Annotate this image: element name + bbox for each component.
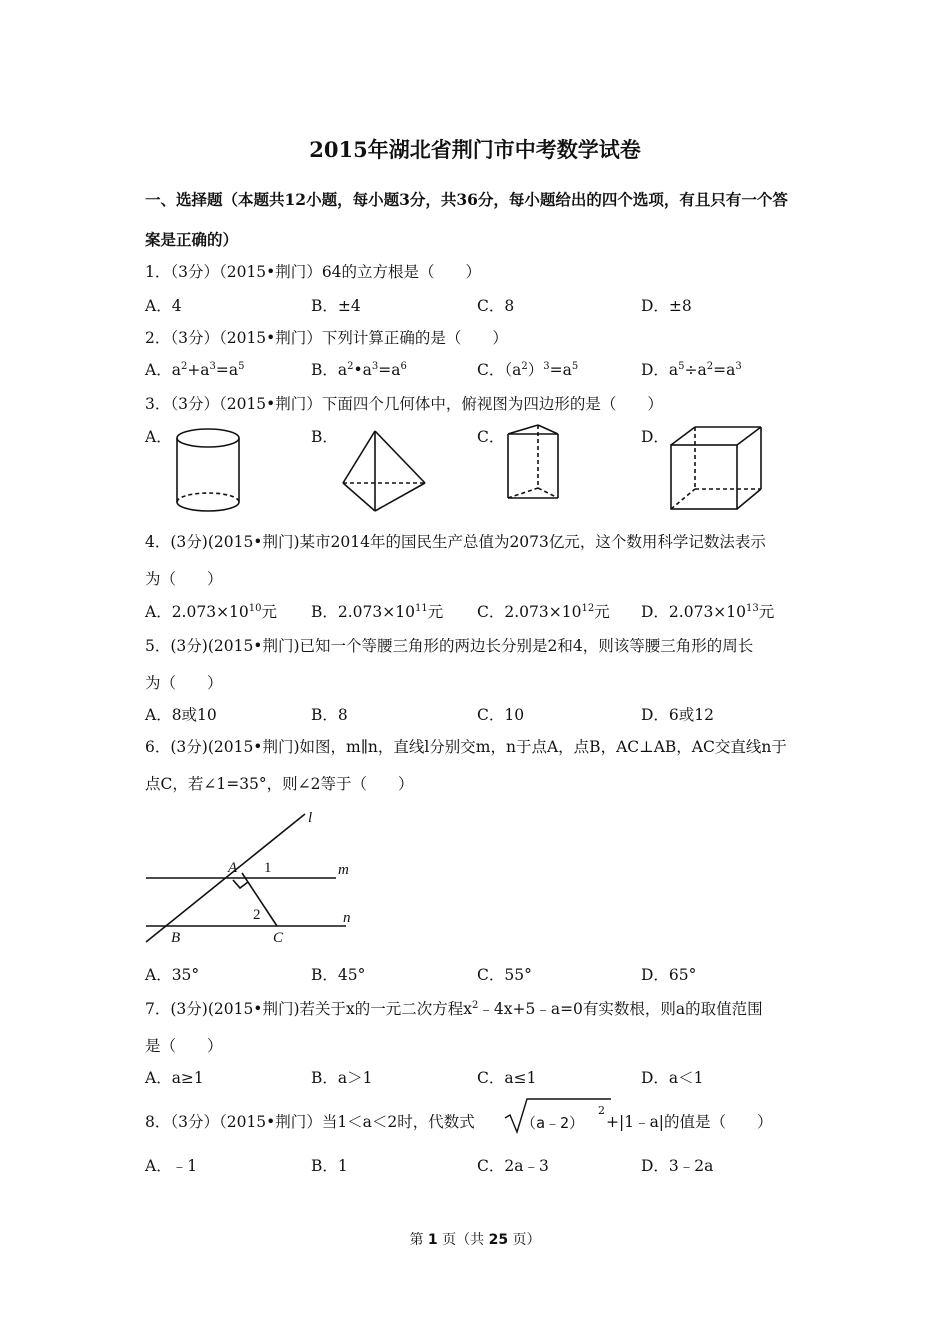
right-angle-mark — [233, 880, 248, 888]
radicand: （a﹣2） — [521, 1114, 585, 1132]
section-heading: 一、选择题（本题共12小题，每小题3分，共36分，每小题给出的四个选项，有且只有一个答 — [145, 190, 788, 209]
q3-option-c: C． — [477, 428, 505, 446]
label-n: n — [343, 910, 351, 926]
question-7: 7．(3分)(2015•荆门)若关于x的一元二次方程$x^2﹣4x+5﹣a=0$有实数根，则a的取值范围 — [145, 1000, 763, 1018]
q7-option-b: B．a＞1 — [311, 1069, 373, 1087]
section-heading-cont: 案是正确的） — [145, 230, 239, 249]
parallel-lines-figure — [140, 808, 370, 948]
question-8-cont: +|1﹣a|的值是（ ） — [606, 1113, 773, 1131]
q5-option-b: B．8 — [311, 706, 348, 724]
q7-option-c: C．a≤1 — [477, 1069, 537, 1087]
cube-figure — [665, 423, 770, 515]
question-3: 3．（3分）（2015•荆门）下面四个几何体中，俯视图为四边形的是（ ） — [145, 395, 663, 413]
q1-option-b: B．±4 — [311, 297, 361, 315]
radicand-exponent: 2 — [598, 1104, 605, 1117]
q3-option-b: B． — [311, 428, 338, 446]
page-title: 2015年湖北省荆门市中考数学试卷 — [309, 137, 641, 162]
pyramid-figure — [335, 425, 435, 520]
page-total: 25 — [488, 1232, 509, 1248]
q5-option-d: D．6或12 — [641, 706, 715, 724]
q3-option-a: A． — [145, 428, 172, 446]
q1-option-d: D．±8 — [641, 297, 692, 315]
question-4-cont: 为（ ） — [145, 570, 223, 588]
q8-option-d: D．3﹣2a — [641, 1157, 714, 1175]
label-a: A — [228, 860, 238, 876]
q2-option-a: A．$a^2+a^3=a^5$ — [145, 361, 245, 379]
label-b: B — [171, 930, 181, 946]
q6-option-a: A．35° — [145, 966, 200, 984]
q6-option-d: D．65° — [641, 966, 697, 984]
q4-option-d: D．$2.073\times 10^{13}$元 — [641, 603, 775, 621]
question-7-cont: 是（ ） — [145, 1037, 223, 1055]
q3-option-d: D． — [641, 428, 669, 446]
q8-option-b: B．1 — [311, 1157, 348, 1175]
question-6-cont: 点C，若∠1=35°，则∠2等于（ ） — [145, 775, 414, 793]
question-5-cont: 为（ ） — [145, 674, 223, 692]
cylinder-figure — [170, 425, 250, 517]
q4-option-c: C．$2.073\times 10^{12}$元 — [477, 603, 610, 621]
question-1: 1．（3分）（2015•荆门）64的立方根是（ ） — [145, 263, 482, 281]
angle-1-label: 1 — [264, 860, 272, 876]
q1-option-c: C．8 — [477, 297, 515, 315]
q2-option-d: D．$a^5\div a^2=a^3$ — [641, 361, 742, 379]
question-5: 5．(3分)(2015•荆门)已知一个等腰三角形的两边长分别是2和4，则该等腰三角形的周长 — [145, 637, 754, 655]
prism-figure — [500, 422, 570, 507]
page-number: 1 — [427, 1232, 438, 1248]
q7-option-d: D．a＜1 — [641, 1069, 704, 1087]
q2-option-c: C．$(a^2)^3=a^5$ — [477, 361, 579, 379]
q5-option-a: A．8或10 — [145, 706, 217, 724]
q4-option-b: B．$2.073\times 10^{11}$元 — [311, 603, 444, 621]
label-m: m — [338, 862, 349, 878]
angle-2-label: 2 — [253, 907, 261, 923]
question-2: 2．（3分）（2015•荆门）下列计算正确的是（ ） — [145, 329, 508, 347]
q6-option-b: B．45° — [311, 966, 366, 984]
question-4: 4．(3分)(2015•荆门)某市2014年的国民生产总值为2073亿元，这个数用科学记数法表示 — [145, 533, 766, 551]
question-6: 6．(3分)(2015•荆门)如图，m∥n，直线l分别交m，n于点A，点B，AC⊥AB，AC交直线n于 — [145, 738, 787, 756]
q7-option-a: A．a≥1 — [145, 1069, 204, 1087]
q8-option-c: C．2a﹣3 — [477, 1157, 549, 1175]
q2-option-b: B．$a^2•a^3=a^6$ — [311, 361, 407, 379]
question-8: 8．（3分）（2015•荆门）当1＜a＜2时，代数式 — [145, 1113, 475, 1131]
label-c: C — [273, 930, 284, 946]
q5-option-c: C．10 — [477, 706, 525, 724]
q8-option-a: A．﹣1 — [145, 1157, 198, 1175]
q4-option-a: A．$2.073\times 10^{10}$元 — [145, 603, 278, 621]
page-footer: 第 1 页（共 25 页） — [409, 1232, 541, 1248]
label-l: l — [308, 810, 313, 826]
q6-option-c: C．55° — [477, 966, 532, 984]
q1-option-a: A．4 — [145, 297, 182, 315]
